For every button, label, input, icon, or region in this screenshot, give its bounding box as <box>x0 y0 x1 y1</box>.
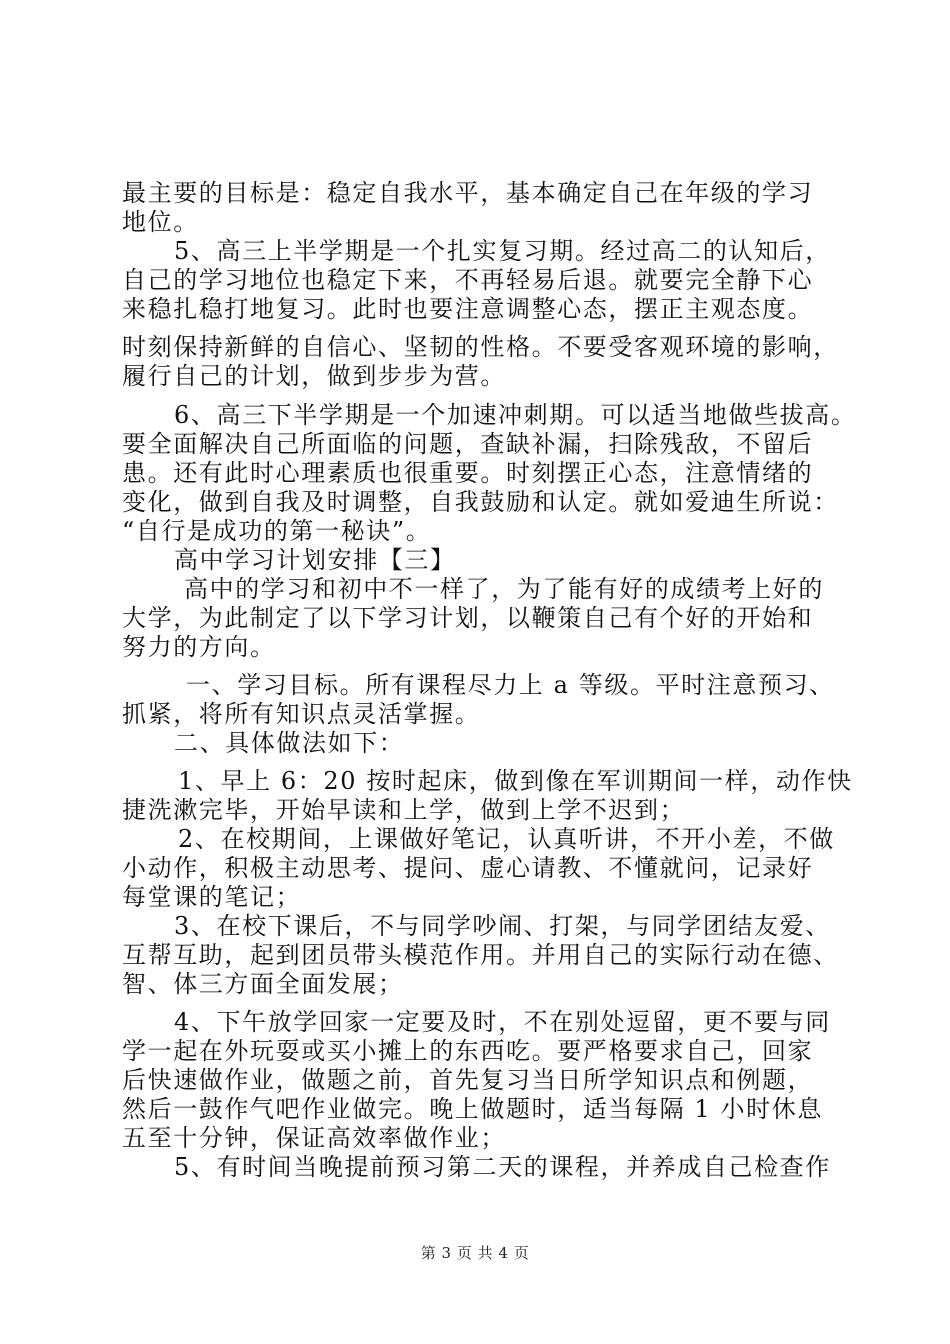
text-line: 履行自己的计划，做到步步为营。 <box>122 362 506 390</box>
section-heading: 高中学习计划安排【三】 <box>174 546 456 574</box>
text-line: 要全面解决自己所面临的问题，查缺补漏，扫除残敌，不留后 <box>122 430 814 458</box>
text-line: 捷洗漱完毕，开始早读和上学，做到上学不迟到； <box>122 796 686 824</box>
text-line: 5、有时间当晚提前预习第二天的课程，并养成自己检查作 <box>174 1153 831 1181</box>
text-line: 学一起在外玩耍或买小摊上的东西吃。要严格要求自己，回家 <box>122 1037 814 1065</box>
text-line: 抓紧，将所有知识点灵活掌握。 <box>122 700 481 728</box>
text-line: 智、体三方面全面发展； <box>122 970 404 998</box>
text-line: 6、高三下半学期是一个加速冲刺期。可以适当地做些拔高。 <box>174 401 857 429</box>
text-line: 最主要的目标是：稳定自我水平，基本确定自己在年级的学习 <box>122 179 814 207</box>
text-line: 3、在校下课后，不与同学吵闹、打架，与同学团结友爱、 <box>174 912 831 940</box>
text-line: 努力的方向。 <box>122 633 276 661</box>
text-line: 自己的学习地位也稳定下来，不再轻易后退。就要完全静下心 <box>122 266 814 294</box>
text-line: 地位。 <box>122 208 199 236</box>
text-line: 5、高三上半学期是一个扎实复习期。经过高二的认知后， <box>174 237 831 265</box>
text-line: 互帮互助，起到团员带头模范作用。并用自己的实际行动在德、 <box>122 941 839 969</box>
text-line: 2、在校期间，上课做好笔记，认真听讲，不开小差，不做 <box>178 825 835 853</box>
text-line: 来稳扎稳打地复习。此时也要注意调整心态，摆正主观态度。 <box>122 295 814 323</box>
text-line: 后快速做作业，做题之前，首先复习当日所学知识点和例题， <box>122 1066 814 1094</box>
text-line: 每堂课的笔记； <box>122 883 302 911</box>
text-line: “自行是成功的第一秘诀”。 <box>122 517 432 545</box>
text-line: 高中的学习和初中不一样了，为了能有好的成绩考上好的 <box>184 575 824 603</box>
text-line: 五至十分钟，保证高效率做作业； <box>122 1124 506 1152</box>
text-line: 时刻保持新鲜的自信心、坚韧的性格。不要受客观环境的影响， <box>122 333 839 361</box>
text-line: 小动作，积极主动思考、提问、虚心请教、不懂就问，记录好 <box>122 854 814 882</box>
text-line: 患。还有此时心理素质也很重要。时刻摆正心态，注意情绪的 <box>122 459 814 487</box>
text-line: 大学，为此制定了以下学习计划，以鞭策自己有个好的开始和 <box>122 604 814 632</box>
text-line: 1、早上 6：20 按时起床，做到像在军训期间一样，动作快 <box>178 767 853 795</box>
text-line: 然后一鼓作气吧作业做完。晚上做题时，适当每隔 1 小时休息 <box>122 1095 823 1123</box>
text-line: 二、具体做法如下： <box>174 729 405 757</box>
text-line: 变化，做到自我及时调整，自我鼓励和认定。就如爱迪生所说： <box>122 488 839 516</box>
text-line: 一、学习目标。所有课程尽力上 a 等级。平时注意预习、 <box>186 671 835 699</box>
page-footer: 第 3 页 共 4 页 <box>420 1244 530 1262</box>
text-line: 4、下午放学回家一定要及时，不在别处逗留，更不要与同 <box>174 1008 831 1036</box>
